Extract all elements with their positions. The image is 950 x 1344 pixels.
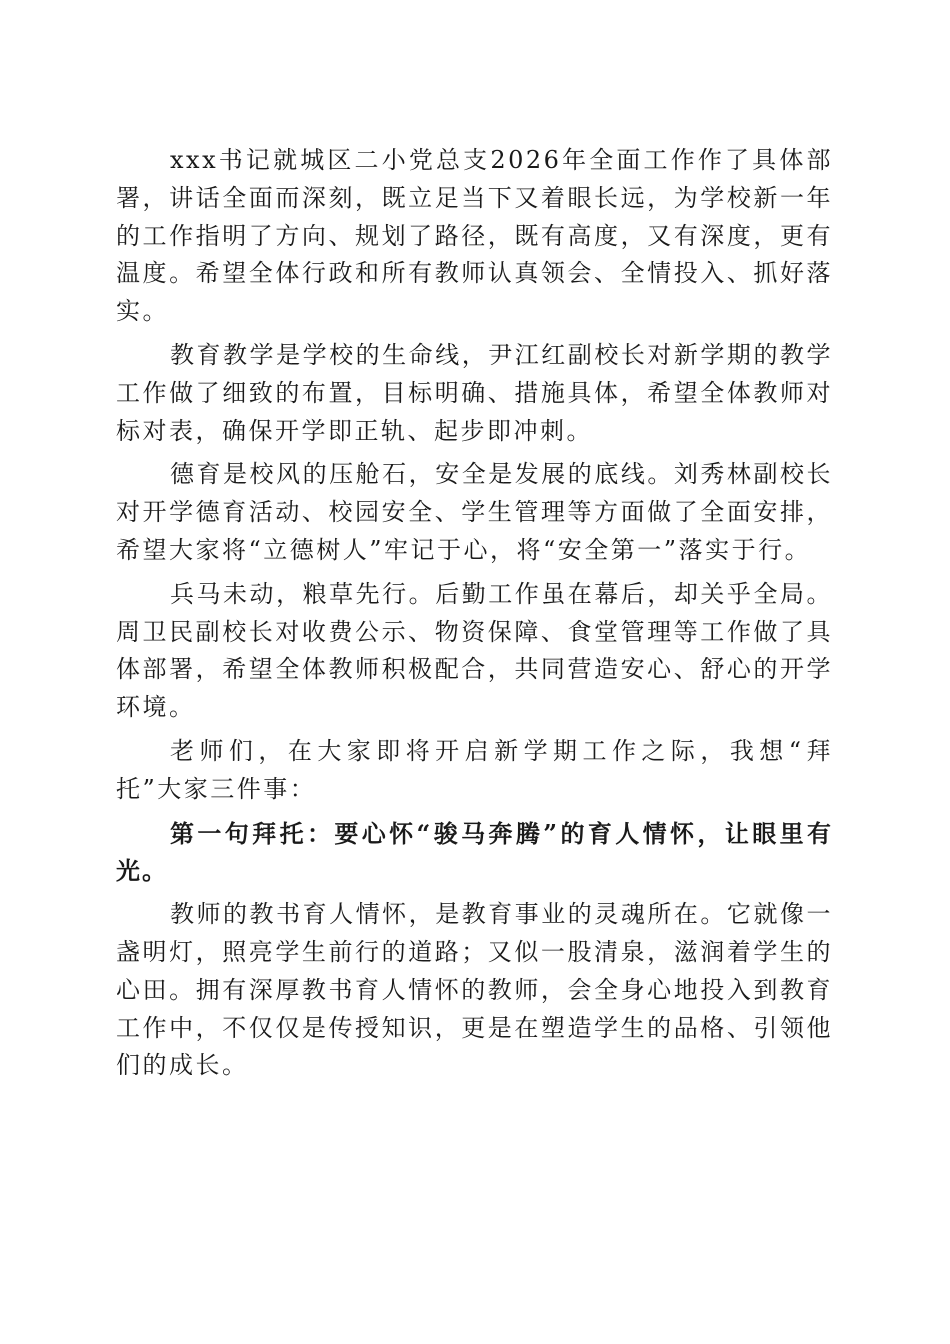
document-body xyxy=(116,142,833,1091)
paragraph-teaching-work: 教育教学是学校的生命线，尹江红副校长对新学期的教学工作做了细致的布置，目标明确、措施具体，希望全体教师对标对表，确保开学即正轨、起步即冲刺。 xyxy=(116,340,833,445)
paragraph-first-request-heading: 第一句拜托：要心怀“骏马奔腾”的育人情怀，让眼里有光。 xyxy=(116,818,833,886)
paragraph-party-secretary-deployment: xxx书记就城区二小党总支2026年全面工作作了具体部署，讲话全面而深刻，既立足当下又着眼长远，为学校新一年的工作指明了方向、规划了路径，既有高度，又有深度，更有温度。希望全体行政和所有教师认真领会、全情投入、抓好落实。 xyxy=(116,146,833,326)
paragraph-moral-education-safety: 德育是校风的压舱石，安全是发展的底线。刘秀林副校长对开学德育活动、校园安全、学生管理等方面做了全面安排，希望大家将“立德树人”牢记于心，将“安全第一”落实于行。 xyxy=(116,460,833,564)
paragraph-logistics: 兵马未动，粮草先行。后勤工作虽在幕后，却关乎全局。周卫民副校长对收费公示、物资保障、食堂管理等工作做了具体部署，希望全体教师积极配合，共同营造安心、舒心的开学环境。 xyxy=(116,579,833,722)
paragraph-three-requests-intro: 老师们，在大家即将开启新学期工作之际，我想“拜托”大家三件事： xyxy=(116,736,833,803)
paragraph-teacher-passion: 教师的教书育人情怀，是教育事业的灵魂所在。它就像一盏明灯，照亮学生前行的道路；又似一股清泉，滋润着学生的心田。拥有深厚教书育人情怀的教师，会全身心地投入到教育工作中，不仅仅是传授知识，更是在塑造学生的品格、引领他们的成长。 xyxy=(116,900,833,1080)
